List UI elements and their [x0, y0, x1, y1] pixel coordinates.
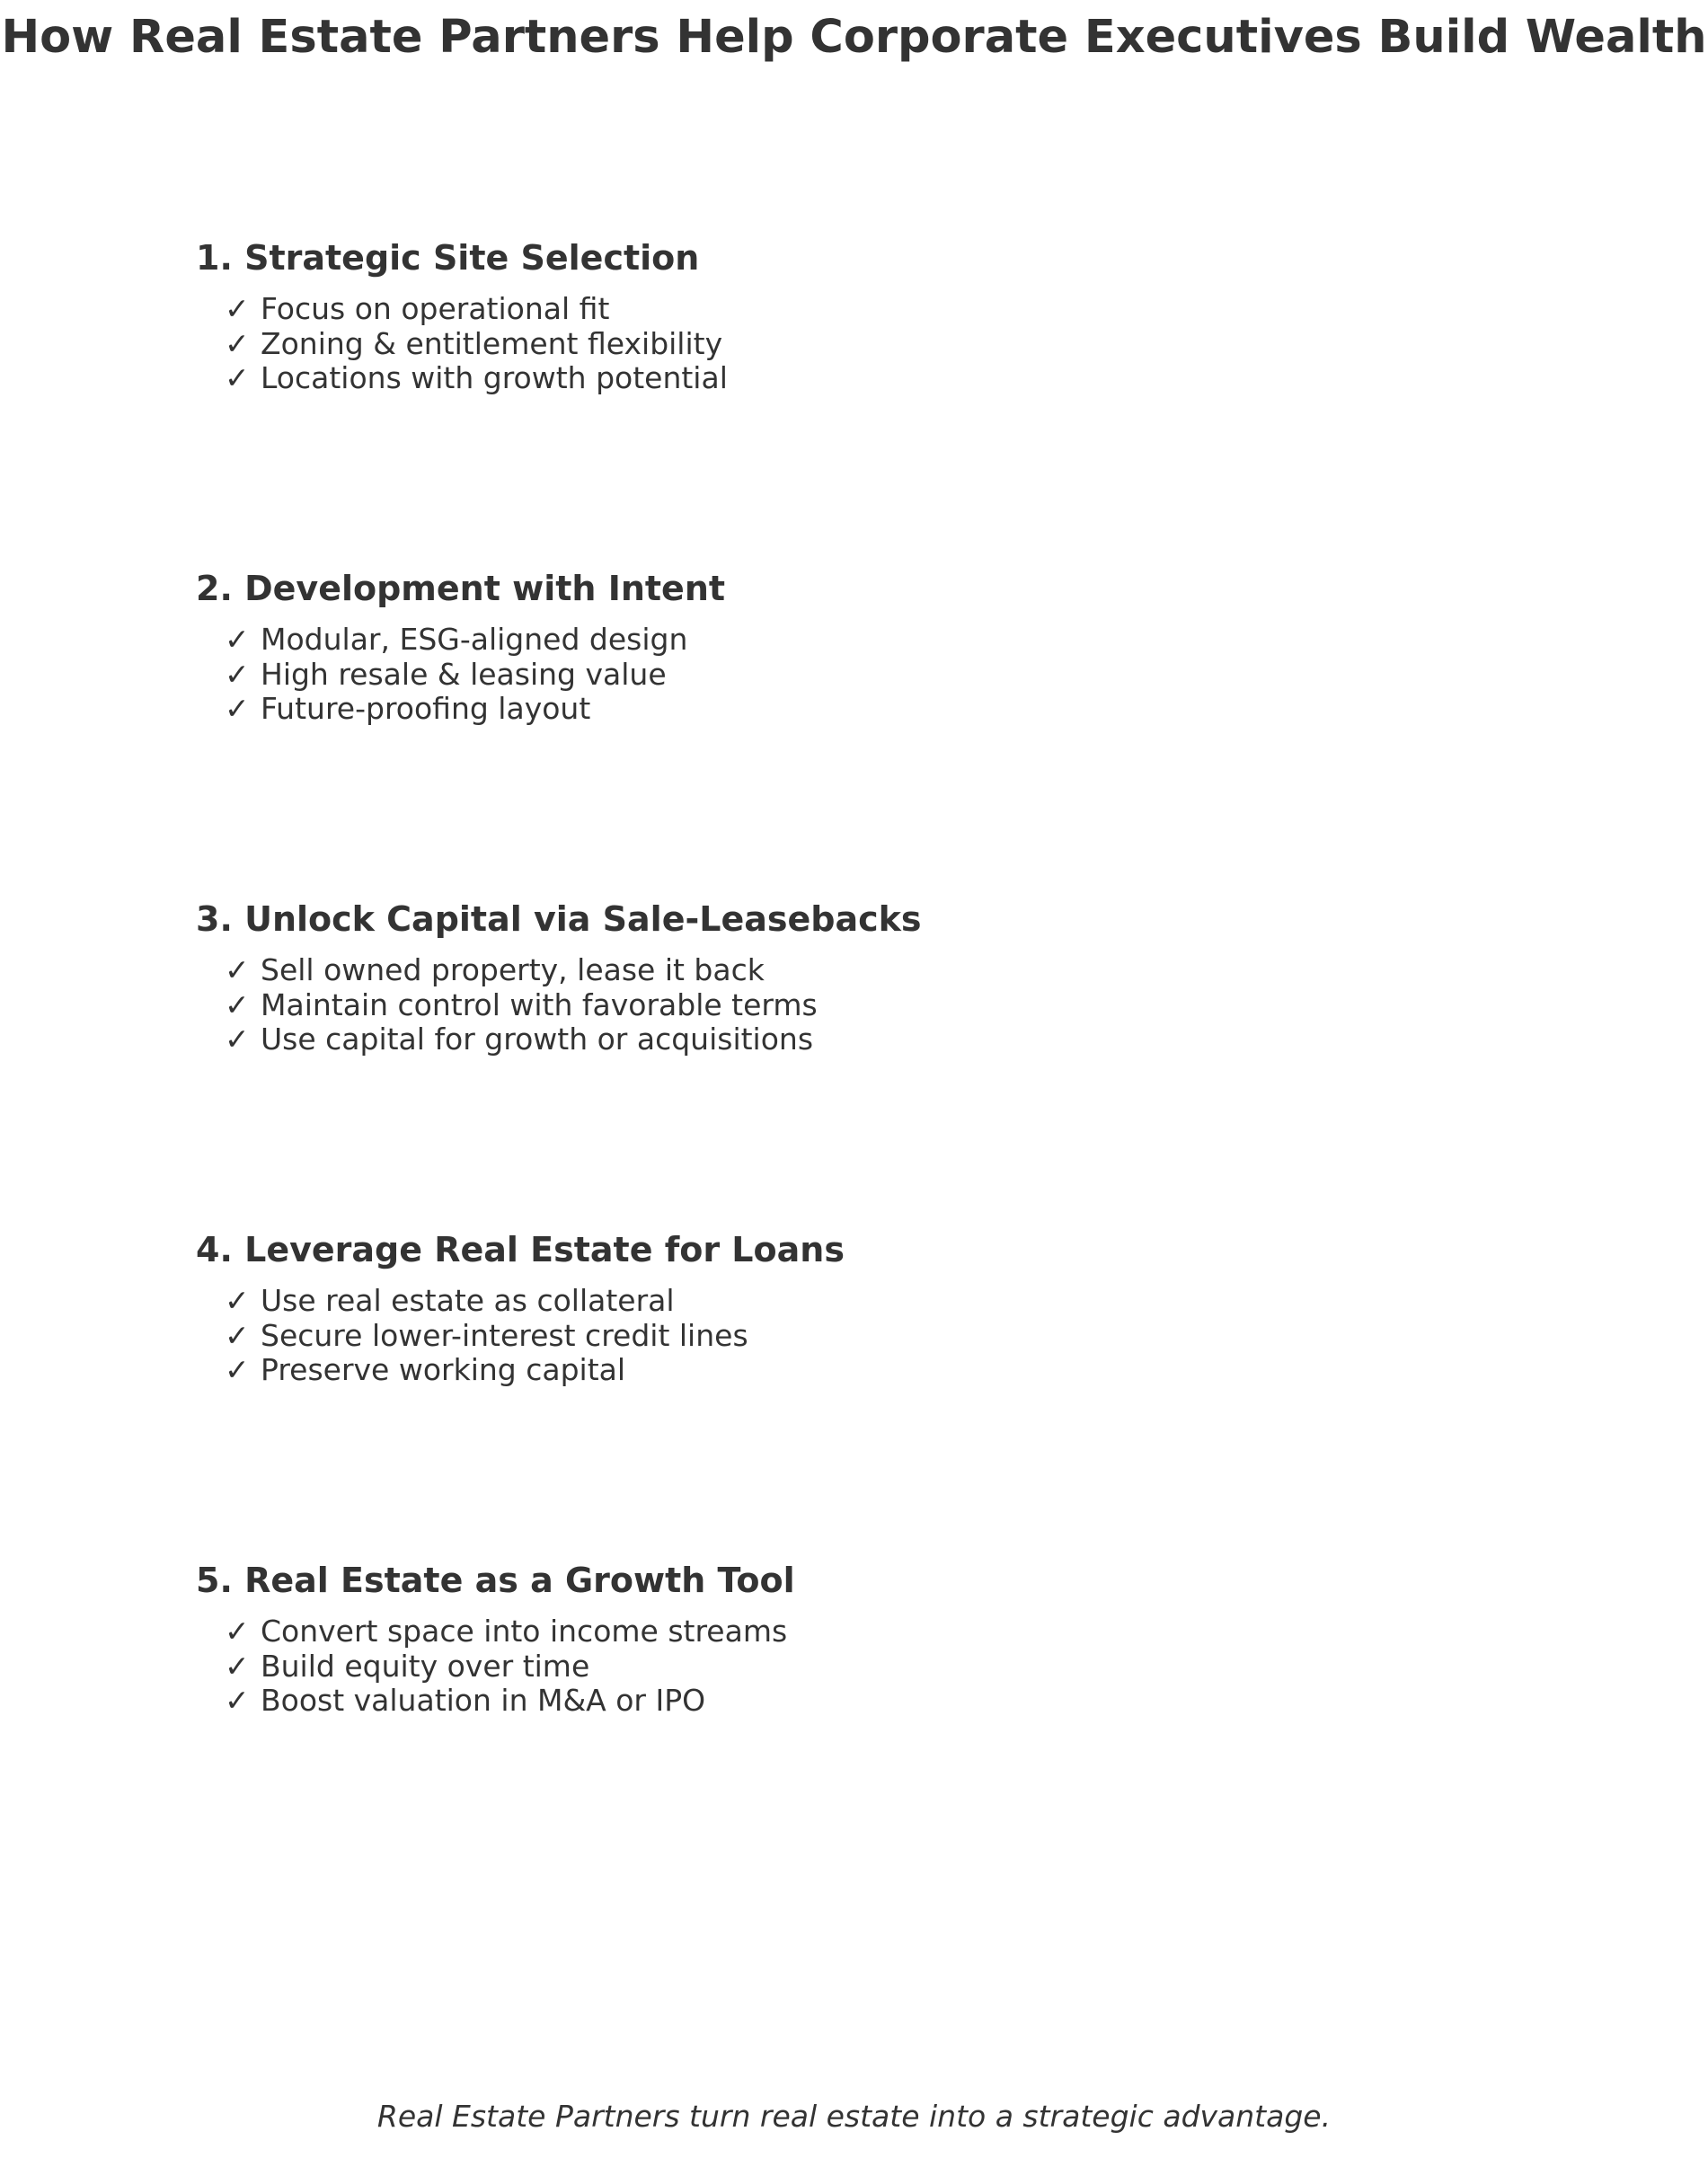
checklist [196, 1614, 795, 1719]
list-item [225, 1614, 795, 1649]
list-item [225, 292, 728, 327]
list-item [225, 953, 922, 988]
section-leverage-for-loans [196, 1230, 845, 1388]
list-item [225, 1649, 795, 1685]
checkmark-icon: ✓ [225, 1683, 250, 1718]
list-item-text: Build equity over time [261, 1648, 590, 1684]
list-item-text: Secure lower-interest credit lines [261, 1317, 748, 1353]
list-item [225, 361, 728, 396]
checkmark-icon: ✓ [225, 1317, 250, 1353]
list-item-text: Locations with growth potential [261, 360, 728, 395]
list-item-text: Maintain control with favorable terms [261, 986, 818, 1022]
list-item [225, 1684, 795, 1719]
list-item-text: Convert space into income streams [261, 1614, 788, 1649]
list-item-text: High resale & leasing value [261, 656, 667, 692]
list-item [225, 327, 728, 362]
checkmark-icon: ✓ [225, 1283, 250, 1318]
checkmark-icon: ✓ [225, 1648, 250, 1684]
page-title: How Real Estate Partners Help Corporate Executives Build Wealth [1, 11, 1707, 64]
list-item-text: Use capital for growth or acquisitions [261, 1022, 814, 1057]
checkmark-icon: ✓ [225, 986, 250, 1022]
list-item [225, 1319, 845, 1354]
section-strategic-site-selection [196, 238, 728, 396]
checkmark-icon: ✓ [225, 1614, 250, 1649]
tagline: Real Estate Partners turn real estate into a strategic advantage. [376, 2099, 1332, 2134]
section-heading: 5. Real Estate as a Growth Tool [196, 1561, 795, 1600]
section-heading: 4. Leverage Real Estate for Loans [196, 1230, 845, 1269]
section-heading: 1. Strategic Site Selection [196, 238, 700, 278]
list-item [225, 658, 725, 693]
checkmark-icon: ✓ [225, 1022, 250, 1057]
checkmark-icon: ✓ [225, 622, 250, 657]
section-unlock-capital [196, 899, 922, 1057]
section-development-with-intent [196, 569, 725, 727]
checkmark-icon: ✓ [225, 291, 250, 326]
list-item-text: Sell owned property, lease it back [261, 952, 765, 987]
list-item-text: Focus on operational fit [261, 291, 610, 326]
checklist [196, 623, 725, 727]
list-item-text: Preserve working capital [261, 1352, 626, 1387]
checkmark-icon: ✓ [225, 1352, 250, 1387]
section-heading: 2. Development with Intent [196, 569, 726, 608]
checkmark-icon: ✓ [225, 360, 250, 395]
checklist [196, 953, 922, 1057]
list-item [225, 1022, 922, 1057]
list-item-text: Boost valuation in M&A or IPO [261, 1683, 706, 1718]
list-item [225, 988, 922, 1023]
checkmark-icon: ✓ [225, 656, 250, 692]
checklist [196, 1284, 845, 1388]
list-item-text: Future-proofing layout [261, 691, 591, 726]
section-heading: 3. Unlock Capital via Sale-Leasebacks [196, 899, 922, 939]
checkmark-icon: ✓ [225, 691, 250, 726]
list-item-text: Use real estate as collateral [261, 1283, 675, 1318]
list-item-text: Modular, ESG-aligned design [261, 622, 688, 657]
list-item [225, 1284, 845, 1319]
list-item [225, 692, 725, 727]
list-item [225, 1353, 845, 1388]
checkmark-icon: ✓ [225, 325, 250, 361]
list-item-text: Zoning & entitlement flexibility [261, 325, 723, 361]
list-item [225, 623, 725, 658]
checklist [196, 292, 728, 396]
checkmark-icon: ✓ [225, 952, 250, 987]
section-growth-tool [196, 1561, 795, 1719]
